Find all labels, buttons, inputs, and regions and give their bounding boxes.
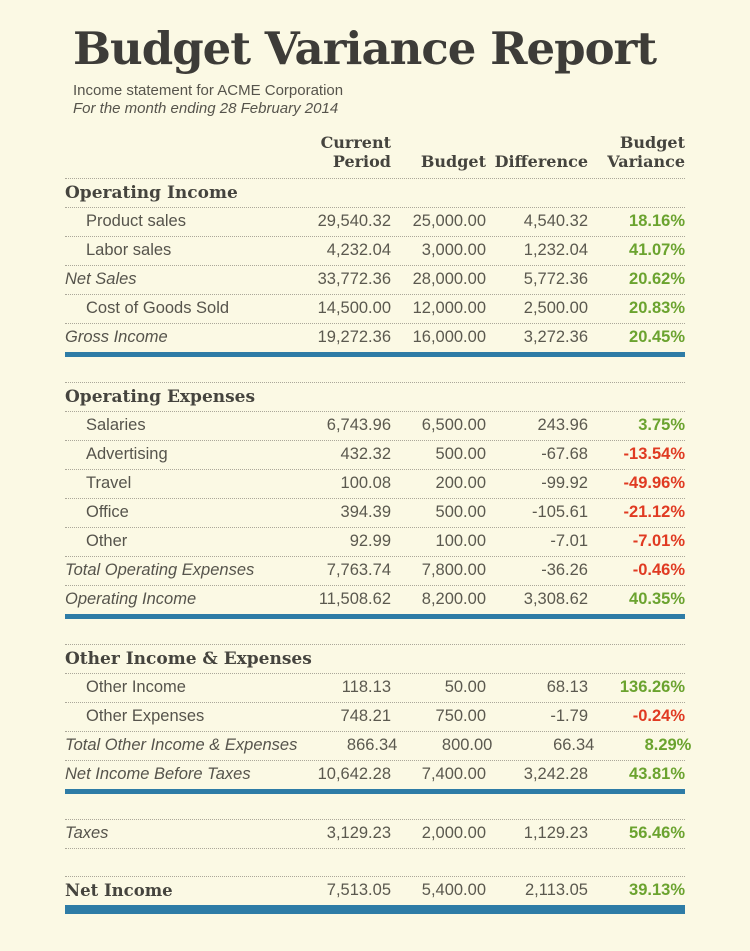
table-row	[65, 673, 685, 702]
row-label: Net Income	[65, 881, 173, 900]
column-header-difference	[486, 152, 588, 171]
current-period-value: 7,763.74	[326, 561, 391, 579]
row-label: Labor sales	[86, 241, 172, 259]
column-header-line: Budget	[420, 151, 486, 171]
row-label: Salaries	[86, 416, 146, 434]
difference-value: 1,232.04	[523, 241, 588, 259]
budget-value: 2,000.00	[421, 824, 486, 842]
section-title-row	[65, 644, 685, 673]
table-row	[65, 236, 685, 265]
budget-value: 500.00	[435, 445, 486, 463]
budget-variance-value: -49.96%	[623, 474, 685, 492]
row-label: Other Income	[86, 678, 186, 696]
budget-value: 12,000.00	[412, 299, 486, 317]
budget-variance-value: 56.46%	[629, 824, 685, 842]
current-period-value: 92.99	[349, 532, 391, 550]
section-net-income	[65, 876, 685, 914]
difference-value: 66.34	[553, 736, 595, 754]
difference-value: -105.61	[532, 503, 588, 521]
difference-value: 1,129.23	[523, 824, 588, 842]
budget-value: 6,500.00	[421, 416, 486, 434]
current-period-value: 6,743.96	[326, 416, 391, 434]
budget-variance-value: -21.12%	[623, 503, 685, 521]
row-label: Operating Income	[65, 590, 197, 608]
section-other-income-expenses	[65, 644, 692, 794]
current-period-value: 33,772.36	[317, 270, 391, 288]
table-row	[65, 469, 685, 498]
difference-value: 3,272.36	[523, 328, 588, 346]
budget-variance-value: -0.24%	[632, 707, 685, 725]
budget-variance-value: 8.29%	[644, 736, 692, 754]
budget-variance-value: 3.75%	[638, 416, 685, 434]
budget-value: 200.00	[435, 474, 486, 492]
budget-value: 28,000.00	[412, 270, 486, 288]
section-title: Other Income & Expenses	[65, 648, 312, 669]
table-row	[65, 731, 692, 760]
table-row	[65, 440, 685, 469]
table-row	[65, 876, 685, 905]
section-operating-income	[65, 178, 685, 357]
difference-value: 2,500.00	[523, 299, 588, 317]
budget-value: 16,000.00	[412, 328, 486, 346]
difference-value: -36.26	[541, 561, 588, 579]
budget-variance-value: 43.81%	[629, 765, 685, 783]
row-label: Travel	[86, 474, 132, 492]
difference-value: 3,242.28	[523, 765, 588, 783]
column-header-current-period	[291, 133, 391, 171]
column-header-budget	[391, 152, 486, 171]
budget-variance-value: 40.35%	[629, 590, 685, 608]
table-row	[65, 556, 685, 585]
page-title: Budget Variance Report	[73, 22, 657, 75]
current-period-value: 100.08	[340, 474, 391, 492]
difference-value: -1.79	[550, 707, 588, 725]
current-period-value: 118.13	[341, 678, 391, 696]
row-label: Office	[86, 503, 129, 521]
table-row	[65, 585, 685, 614]
budget-value: 800.00	[441, 736, 493, 754]
budget-variance-value: 20.45%	[629, 328, 685, 346]
column-header-budget-variance	[588, 133, 685, 171]
section-taxes	[65, 819, 685, 849]
current-period-value: 3,129.23	[326, 824, 391, 842]
row-label: Product sales	[86, 212, 186, 230]
row-label: Gross Income	[65, 328, 168, 346]
budget-variance-value: 41.07%	[629, 241, 685, 259]
report-subtitle: Income statement for ACME Corporation	[73, 81, 344, 99]
difference-value: 3,308.62	[523, 590, 588, 608]
row-label: Other	[86, 532, 128, 550]
budget-value: 100.00	[435, 532, 486, 550]
row-label: Advertising	[86, 445, 168, 463]
budget-variance-value: 20.83%	[629, 299, 685, 317]
table-row	[65, 527, 685, 556]
current-period-value: 432.32	[340, 445, 391, 463]
budget-value: 5,400.00	[421, 881, 486, 899]
table-row	[65, 294, 685, 323]
current-period-value: 748.21	[340, 707, 391, 725]
current-period-value: 29,540.32	[317, 212, 391, 230]
section-title-row	[65, 382, 685, 411]
budget-value: 7,400.00	[421, 765, 486, 783]
budget-variance-value: 18.16%	[629, 212, 685, 230]
budget-value: 50.00	[444, 678, 486, 696]
current-period-value: 10,642.28	[317, 765, 391, 783]
column-header-line: Period	[332, 151, 391, 171]
current-period-value: 11,508.62	[318, 590, 391, 608]
current-period-value: 394.39	[340, 503, 391, 521]
difference-value: 68.13	[546, 678, 588, 696]
budget-value: 25,000.00	[412, 212, 486, 230]
budget-value: 8,200.00	[421, 590, 486, 608]
row-label: Total Other Income & Expenses	[65, 736, 298, 754]
row-label: Net Sales	[65, 270, 137, 288]
table-row	[65, 411, 685, 440]
difference-value: 5,772.36	[523, 270, 588, 288]
difference-value: -67.68	[541, 445, 588, 463]
current-period-value: 19,272.36	[317, 328, 391, 346]
table-row	[65, 702, 685, 731]
report-period: For the month ending 28 February 2014	[73, 99, 339, 117]
column-header-line: Budget	[619, 132, 685, 152]
budget-value: 7,800.00	[421, 561, 486, 579]
table-row	[65, 265, 685, 294]
row-label: Total Operating Expenses	[65, 561, 255, 579]
difference-value: 4,540.32	[523, 212, 588, 230]
budget-variance-value: 20.62%	[629, 270, 685, 288]
table-row	[65, 323, 685, 352]
section-title: Operating Income	[65, 182, 238, 203]
section-title-row	[65, 178, 685, 207]
budget-variance-value: 39.13%	[629, 881, 685, 899]
section-title: Operating Expenses	[65, 386, 256, 407]
budget-variance-table	[65, 132, 692, 914]
column-header-line: Variance	[607, 151, 685, 171]
report-header	[73, 24, 685, 118]
table-row	[65, 760, 685, 789]
current-period-value: 7,513.05	[326, 881, 391, 899]
budget-value: 500.00	[435, 503, 486, 521]
difference-value: -7.01	[550, 532, 588, 550]
budget-variance-value: -7.01%	[632, 532, 685, 550]
column-header-row	[65, 133, 685, 178]
current-period-value: 4,232.04	[326, 241, 391, 259]
column-header-line: Difference	[494, 151, 588, 171]
section-operating-expenses	[65, 382, 685, 619]
budget-value: 3,000.00	[421, 241, 486, 259]
row-label: Taxes	[65, 824, 109, 842]
budget-variance-value: 136.26%	[619, 678, 685, 696]
difference-value: 243.96	[537, 416, 588, 434]
current-period-value: 866.34	[346, 736, 398, 754]
row-label: Other Expenses	[86, 707, 205, 725]
current-period-value: 14,500.00	[317, 299, 391, 317]
column-header-line: Current	[320, 132, 391, 152]
row-label: Cost of Goods Sold	[86, 299, 230, 317]
budget-variance-value: -13.54%	[623, 445, 685, 463]
budget-value: 750.00	[435, 707, 486, 725]
difference-value: 2,113.05	[524, 881, 588, 899]
table-row	[65, 207, 685, 236]
difference-value: -99.92	[541, 474, 588, 492]
row-label: Net Income Before Taxes	[65, 765, 251, 783]
budget-variance-value: -0.46%	[632, 561, 685, 579]
table-row	[65, 498, 685, 527]
table-row	[65, 819, 685, 848]
